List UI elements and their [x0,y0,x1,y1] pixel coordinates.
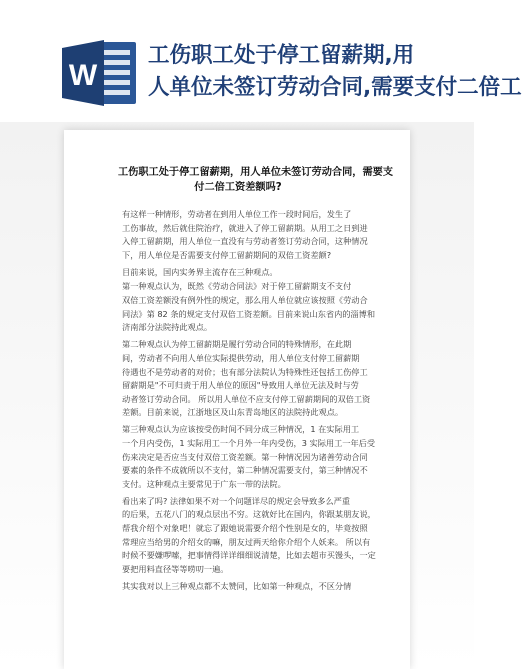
text-line: 看出来了吗? 法律如果不对一个问题详尽的规定会导致多么严重 [122,495,351,506]
document-title-line-2: 付二倍工资差额吗? [194,182,282,193]
header-banner [0,0,522,122]
paragraph-1 [122,208,376,262]
text-line: 帮我介绍个对象吧！就忘了跟她说需要介绍个性别是女的，毕竟按照 [122,523,368,534]
text-line: 常理应当给男的介绍女的嘛，朋友过两天给你介绍个人妖来。 所以有 [122,536,371,547]
header-title [148,40,522,104]
word-document-icon [62,38,138,108]
text-line: 待遇也不是劳动者的对价；也有部分法院认为特殊性还包括工伤停工 [122,366,368,377]
paragraph-3 [122,280,376,334]
text-line: 留薪期是"不可归责于用人单位的原因"导致用人单位无法及时与劳 [122,380,359,391]
text-line: 差额。目前来说，江浙地区及山东青岛地区的法院持此观点。 [122,407,344,418]
text-line: 济南部分法院持此观点。 [122,322,213,333]
document-title-line-1: 工伤职工处于停工留薪期，用人单位未签订劳动合同，需要支 [118,167,394,178]
paragraph-7 [122,580,376,594]
text-line: 时候不要嫌啰嗦，把事情得详详细细说清楚，比如去超市买馒头，一定 [122,550,376,561]
text-line: 伤来决定是否应当支付双倍工资差额。第一种情况因为诸善劳动合同 [122,451,368,462]
text-line: 同法》第 82 条的规定支付双倍工资差额。目前来说山东省内的淄博和 [122,308,376,319]
paragraph-5 [122,423,376,491]
text-line: 目前来说，国内实务界主流存在三种观点。 [122,266,278,277]
text-line: 工伤事故，然后就住院治疗，就进入了停工留薪期。从用工之日到进 [122,222,368,233]
text-line: 间，劳动者不向用人单位实际提供劳动，用人单位支付停工留薪期 [122,352,360,363]
text-line: 要素的条件不成就所以不支付，第二种情况需要支付，第三种情况不 [122,465,368,476]
paragraph-6 [122,495,376,577]
paragraph-4 [122,338,376,420]
word-logo-letter: W [68,59,98,92]
text-line: 要把用料直径等等唠叨一遍。 [122,563,229,574]
text-line: 第一种观点认为，既然《劳动合同法》对于停工留薪期支不支付 [122,281,352,292]
text-line: 双倍工资差额没有例外性的规定，那么用人单位就应该按照《劳动合 [122,295,368,306]
text-line: 一个月内受伤，1 实际用工一个月外一年内受伤，3 实际用工一年后受 [122,438,376,448]
text-line: 第二种观点认为停工留薪期是履行劳动合同的特殊情形，在此期 [122,339,352,350]
document-page [64,130,410,669]
paragraph-2 [122,266,376,280]
text-line: 下，用人单位是否需要支付停工留薪期间的双倍工资差额? [122,249,332,260]
text-line: 的后果，五花八门的观点层出不穷。这就好比在国内，你跟某朋友说， [122,509,376,520]
text-line: 入停工留薪期，用人单位一直没有与劳动者签订劳动合同，这种情况 [122,236,368,247]
text-line: 第三种观点认为应该按受伤时间不同分成三种情况，1 在实际用工 [122,424,360,435]
document-title [118,165,394,195]
header-title-line-1: 工伤职工处于停工留薪期,用 [148,43,415,68]
text-line: 支付。这种观点主要常见于广东一带的法院。 [122,478,286,489]
text-line: 动者签订劳动合同。 所以用人单位不应支付停工留薪期间的双倍工资 [122,393,371,404]
text-line: 其实我对以上三种观点都不太赞同，比如第一种观点，不区分情 [122,580,352,591]
document-body [122,208,376,597]
text-line: 有这样一种情形，劳动者在到用人单位工作一段时间后，发生了 [122,209,352,219]
header-title-line-2: 人单位未签订劳动合同,需要支付二倍工 [148,75,522,100]
